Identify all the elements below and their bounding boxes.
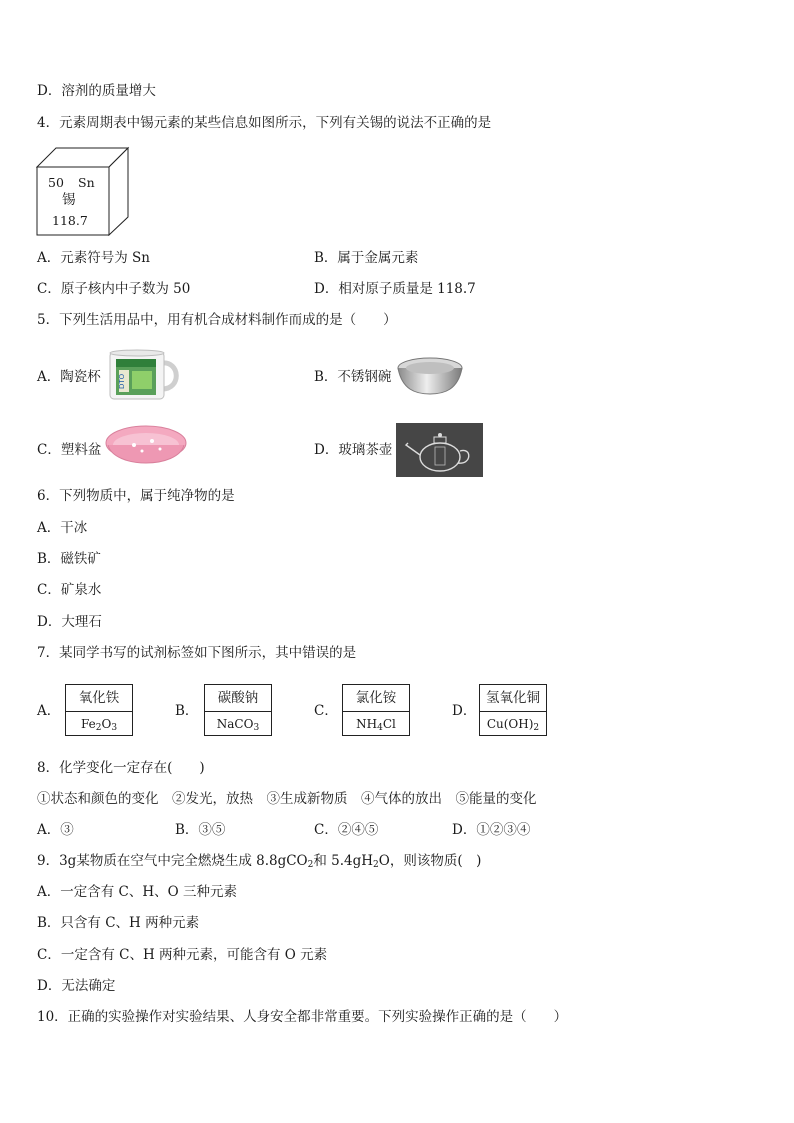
question-10: 10．正确的实验操作对实验结果、人身安全都非常重要。下列实验操作正确的是（ ） [37,1009,568,1025]
question-6-option-a: A．干冰 [37,520,88,536]
question-4: 4．元素周期表中锡元素的某些信息如图所示，下列有关锡的说法不正确的是 [37,115,492,131]
question-6-option-d: D．大理石 [37,614,102,630]
question-6: 6．下列物质中，属于纯净物的是 [37,488,235,504]
question-3-option-d: D．溶剂的质量增大 [37,83,156,99]
atomic-mass: 118.7 [52,213,88,228]
plastic-basin-image [104,423,188,477]
question-8-items: ①状态和颜色的变化 ②发光，放热 ③生成新物质 ④气体的放出 ⑤能量的变化 [37,791,537,807]
question-6-option-c: C．矿泉水 [37,582,102,598]
question-7-option-b: B． [175,703,199,719]
reagent-label-b [204,684,272,736]
element-symbol: Sn [78,175,95,190]
question-5-option-c: C．塑料盆 [37,442,102,458]
reagent-formula: $Cu(OH)_2$ [486,717,540,733]
question-9-option-c: C．一定含有 C、H 两种元素，可能含有 O 元素 [37,947,328,963]
atomic-number: 50 [48,175,64,190]
question-9-option-a: A．一定含有 C、H、O 三种元素 [37,884,238,900]
reagent-formula: $NH_4Cl$ [356,717,396,733]
steel-bowl-image [396,356,464,398]
question-8: 8．化学变化一定存在( ) [37,760,205,776]
question-9-option-b: B．只含有 C、H 两种元素 [37,915,200,931]
reagent-label-a [65,684,133,736]
question-7-option-a: A． [37,703,61,719]
reagent-name: 碳酸钠 [205,685,271,712]
glass-teapot-image [396,423,483,477]
question-8-option-a: A．③ [37,822,74,838]
question-9: 9．3g某物质在空气中完全燃烧生成 8.8gCO$_2$和 $5.4gH_2O$，则该物质( ) [37,853,482,870]
question-5-option-a: A．陶瓷杯 [37,369,101,385]
reagent-label-c [342,684,410,736]
question-5-option-b: B．不锈钢碗 [314,369,392,385]
question-4-option-b: B．属于金属元素 [314,250,419,266]
question-7-option-c: C． [314,703,338,719]
element-name: 锡 [62,192,76,208]
question-8-option-c: C．②④⑤ [314,822,379,838]
question-5-option-d: D．玻璃茶壶 [314,442,393,458]
question-7: 7．某同学书写的试剂标签如下图所示，其中错误的是 [37,645,357,661]
question-8-option-b: B．③⑤ [175,822,226,838]
element-tin-cube [36,146,130,236]
reagent-name: 氢氧化铜 [480,685,546,712]
mug-logo-text: DTO [118,373,126,389]
question-4-option-d: D．相对原子质量是 118.7 [314,281,476,297]
question-4-option-a: A．元素符号为 Sn [37,250,150,266]
question-8-option-d: D．①②③④ [452,822,531,838]
ceramic-cup-image [106,349,182,401]
question-5: 5．下列生活用品中，用有机合成材料制作而成的是（ ） [37,312,397,328]
reagent-formula: NaCO$_3$ [216,717,260,733]
reagent-name: 氧化铁 [66,685,132,712]
question-6-option-b: B．磁铁矿 [37,551,101,567]
reagent-label-d [479,684,547,736]
reagent-name: 氯化铵 [343,685,409,712]
question-4-option-c: C．原子核内中子数为 50 [37,281,191,297]
question-7-option-d: D． [452,703,477,719]
question-9-option-d: D．无法确定 [37,978,116,994]
reagent-formula: $Fe_2O_3$ [80,717,118,733]
